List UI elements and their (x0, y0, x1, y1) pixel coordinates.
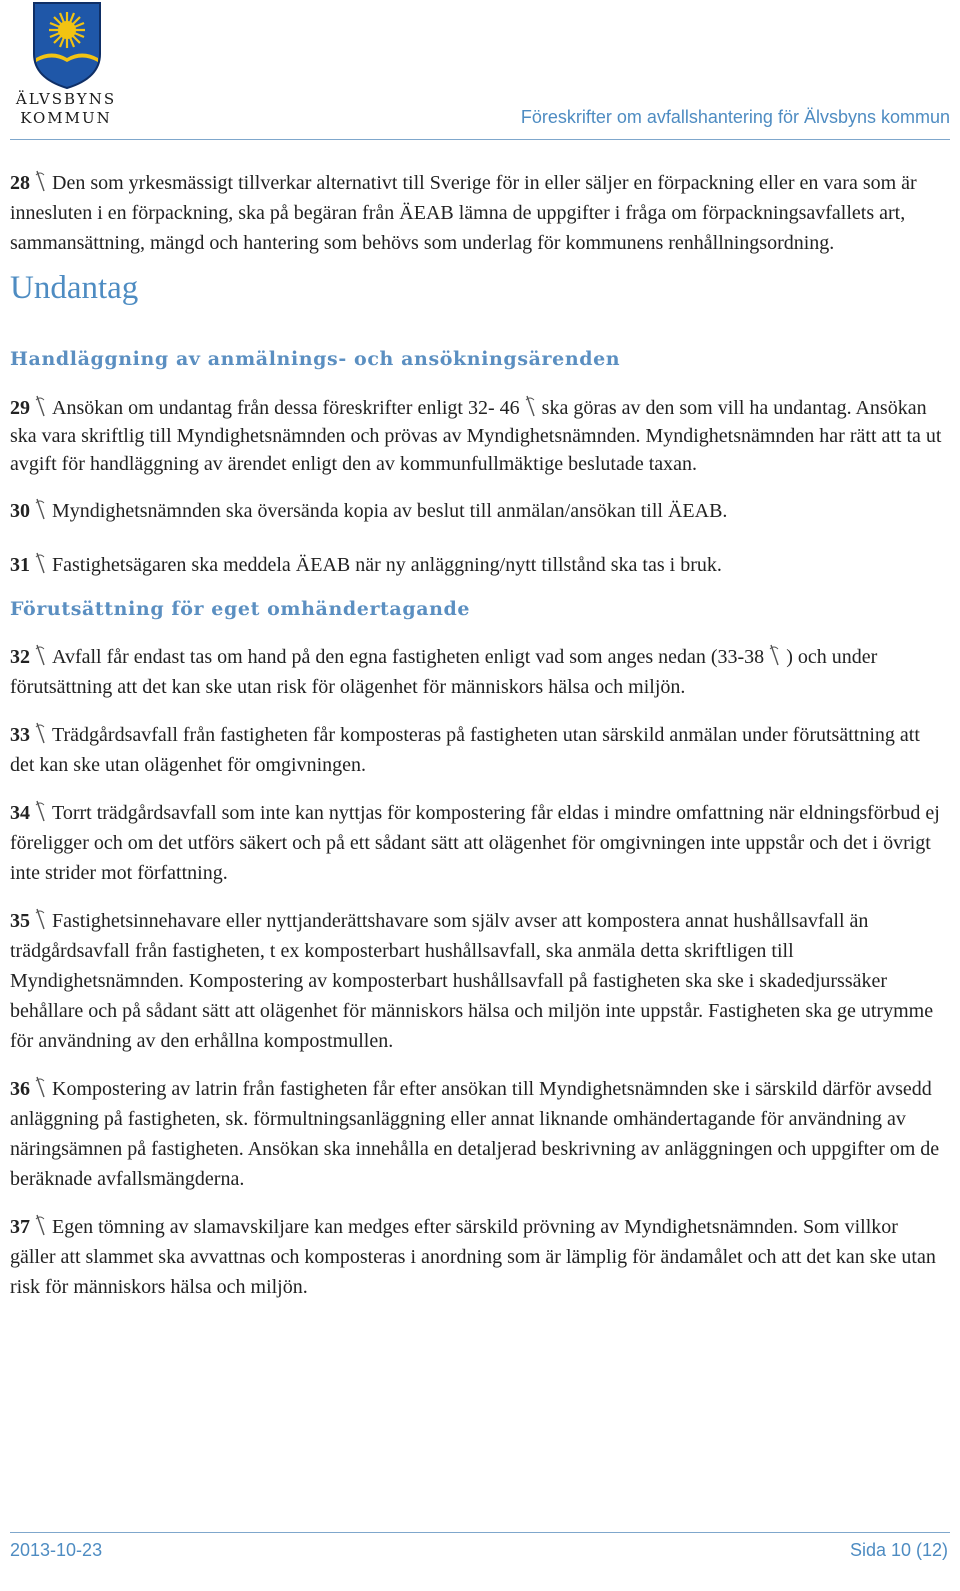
paragraph-number: 37 (10, 1216, 30, 1238)
section-heading-undantag: Undantag (10, 270, 139, 306)
paragraph-32 (10, 642, 946, 702)
paragraph-text: Kompostering av latrin från fastigheten får efter ansökan till Myndighetsnämnden ske i särskild därför avsedd anläggning på fastigheten, sk. förmultningsanläggning eller annat liknande omhändertagande för användning av näringsämnen på fastigheten. Ansökan ska innehålla en detaljerad beskrivning av anläggningen och uppgifter om de beräknade avfallsmängderna. (10, 1078, 940, 1190)
section-sign-icon (35, 907, 46, 931)
paragraph-text: ) och under förutsättning att det kan ske utan risk för olägenhet för människors hälsa och miljön. (10, 646, 878, 698)
paragraph-text: Den som yrkesmässigt tillverkar alternativt till Sverige för in eller säljer en förpackning eller en vara som är innesluten i en förpackning, ska på begäran från ÄEAB lämna de uppgifter i fråga om förpackningsavfallets art, sammansättning, mängd och hantering som behövs som underlag för kommunens renhållningsordning. (10, 172, 917, 254)
paragraph-36 (10, 1074, 946, 1194)
section-sign-icon (35, 1213, 46, 1237)
paragraph-28 (10, 168, 946, 258)
section-sign-icon (35, 551, 46, 575)
paragraph-number: 29 (10, 397, 30, 419)
document-body (10, 168, 946, 1302)
paragraph-33 (10, 720, 946, 780)
logo-wordmark (10, 90, 122, 128)
paragraph-text: Fastighetsinnehavare eller nyttjanderättshavare som själv avser att kompostera annat hushållsavfall än trädgårdsavfall från fastigheten, t ex komposterbart hushållsavfall, ska anmäla detta skriftligen till Myndighetsnämnden. Kompostering av komposterbart hushållsavfall på fastigheten ska ske i skadedjurssäker behållare och på sådant sätt att olägenhet för människors hälsa och miljön inte uppstår. Fastigheten ska ge utrymme för användning av den erhållna kompostmullen. (10, 910, 934, 1052)
logo-line2: KOMMUN (20, 109, 112, 127)
paragraph-number: 31 (10, 554, 30, 576)
section-sign-icon (35, 799, 46, 823)
paragraph-number: 32 (10, 646, 30, 668)
section-sign-icon (35, 497, 46, 521)
section-sign-icon (35, 169, 46, 193)
section-sign-icon (35, 394, 46, 418)
paragraph-number: 34 (10, 802, 30, 824)
logo-line1: ÄLVSBYNS (15, 90, 117, 108)
section-sign-icon (35, 721, 46, 745)
paragraph-number: 33 (10, 724, 30, 746)
subheading-handlaggning: Handläggning av anmälnings- och ansökningsärenden (10, 348, 621, 370)
paragraph-text: Egen tömning av slamavskiljare kan medges efter särskild prövning av Myndighetsnämnden. Som villkor gäller att slammet ska avvattnas och komposteras i anordning som är lämplig för ändamålet och att det kan ske utan risk för människors hälsa och miljön. (10, 1216, 936, 1298)
footer-divider (10, 1532, 950, 1533)
paragraph-text: ska göras av den som vill ha undantag. Ansökan ska vara skriftlig till Myndighetsnämnden och prövas av Myndighetsnämnden. Myndighetsnämnden har rätt att ta ut avgift för handläggning av ärendet enligt den av kommunfullmäktige beslutade taxan. (10, 397, 942, 475)
paragraph-text: Avfall får endast tas om hand på den egna fastigheten enligt vad som anges nedan (33-38 (52, 646, 765, 668)
section-sign-icon (35, 1075, 46, 1099)
paragraph-text: Ansökan om undantag från dessa föreskrifter enligt 32- 46 (52, 397, 520, 419)
paragraph-text: Myndighetsnämnden ska översända kopia av beslut till anmälan/ansökan till ÄEAB. (52, 500, 728, 522)
footer-page-number: Sida 10 (12) (849, 1540, 948, 1560)
footer-date: 2013-10-23 (10, 1540, 103, 1560)
paragraph-29 (10, 394, 946, 478)
paragraph-number: 28 (10, 172, 30, 194)
paragraph-34 (10, 798, 946, 888)
section-sign-icon (769, 643, 780, 667)
paragraph-35 (10, 906, 946, 1056)
paragraph-text: Trädgårdsavfall från fastigheten får komposteras på fastigheten utan särskild anmälan under förutsättning att det kan ske utan olägenhet för omgivningen. (10, 724, 920, 776)
paragraph-number: 35 (10, 910, 30, 932)
paragraph-31 (10, 550, 946, 580)
section-sign-icon (35, 643, 46, 667)
section-sign-icon (525, 394, 536, 418)
paragraph-number: 36 (10, 1078, 30, 1100)
paragraph-number: 30 (10, 500, 30, 522)
document-title: Föreskrifter om avfallshantering för Älvsbyns kommun (520, 107, 950, 127)
paragraph-text: Torrt trädgårdsavfall som inte kan nyttjas för kompostering får eldas i mindre omfattning när eldningsförbud ej föreligger och om det utförs säkert och på ett sådant sätt att olägenhet för omgivningen inte uppstår och det i övrigt inte strider mot författning. (10, 802, 940, 884)
coat-of-arms-icon (10, 2, 122, 90)
header-divider (10, 139, 950, 140)
paragraph-37 (10, 1212, 946, 1302)
paragraph-text: Fastighetsägaren ska meddela ÄEAB när ny anläggning/nytt tillstånd ska tas i bruk. (52, 554, 722, 576)
subheading-forutsattning: Förutsättning för eget omhändertagande (10, 598, 471, 620)
paragraph-30 (10, 496, 946, 526)
